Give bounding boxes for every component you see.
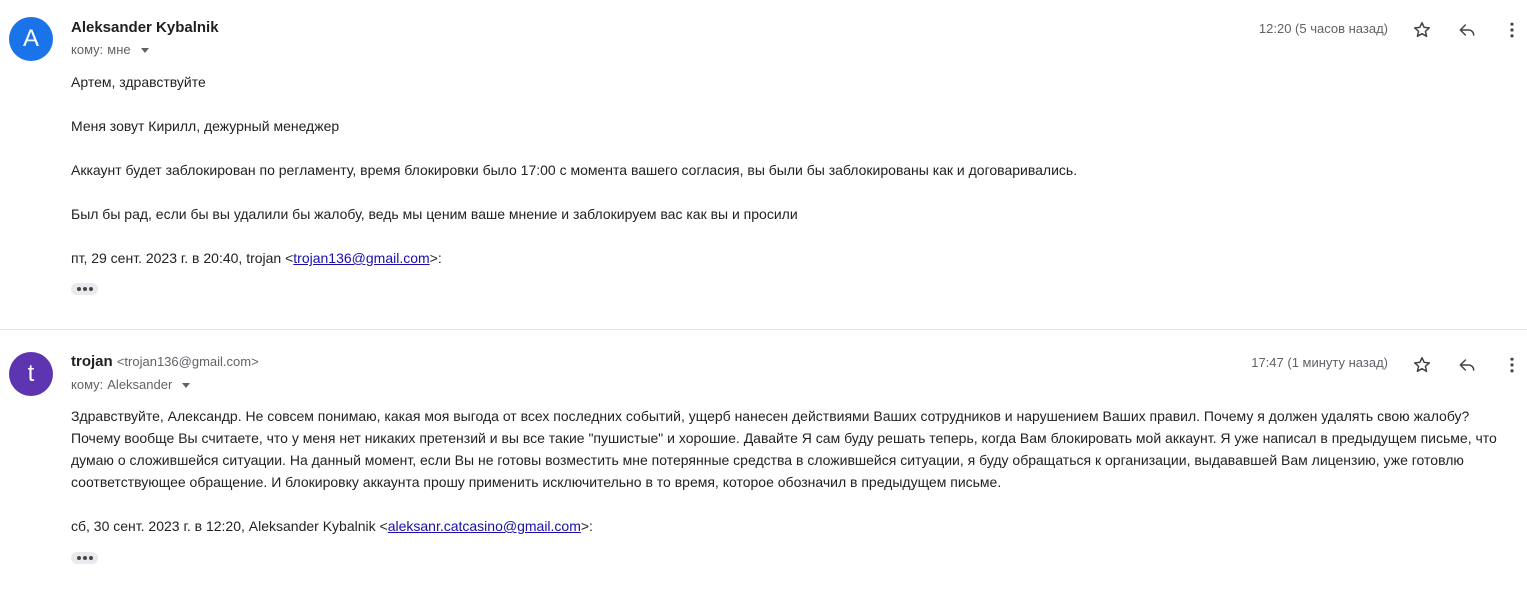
quote-intro: пт, 29 сент. 2023 г. в 20:40, trojan < — [71, 250, 294, 266]
message-body — [71, 71, 1511, 269]
star-button[interactable] — [1410, 353, 1434, 377]
sender-avatar[interactable]: A — [9, 17, 53, 61]
show-trimmed-content-button[interactable] — [71, 552, 98, 564]
star-icon — [1412, 355, 1432, 375]
quote-outro: >: — [429, 250, 442, 266]
quote-intro: сб, 30 сент. 2023 г. в 12:20, Aleksander Kybalnik < — [71, 518, 388, 534]
sender-avatar[interactable]: t — [9, 352, 53, 396]
more-vert-icon — [1502, 20, 1522, 40]
message-time: 17:47 (1 минуту назад) — [1251, 355, 1388, 370]
recipient-line[interactable] — [71, 377, 190, 392]
more-options-button[interactable] — [1500, 18, 1524, 42]
sender-line — [71, 353, 259, 370]
message-body — [71, 405, 1511, 537]
sender-email: <trojan136@gmail.com> — [116, 354, 259, 369]
reply-icon — [1457, 355, 1477, 375]
sender-name[interactable]: Aleksander Kybalnik — [71, 19, 219, 36]
sender-name[interactable]: trojan — [71, 353, 113, 370]
body-paragraph: Был бы рад, если бы вы удалили бы жалобу, ведь мы ценим ваше мнение и заблокируем вас как вы и просили — [71, 206, 798, 222]
star-icon — [1412, 20, 1432, 40]
message-divider — [0, 329, 1527, 330]
star-button[interactable] — [1410, 18, 1434, 42]
body-paragraph: Меня зовут Кирилл, дежурный менеджер — [71, 118, 340, 134]
body-paragraph: Артем, здравствуйте — [71, 74, 206, 90]
body-paragraph: Аккаунт будет заблокирован по регламенту, время блокировки было 17:00 с момента вашего согласия, вы были бы заблокированы как и договаривались. — [71, 162, 1078, 178]
reply-button[interactable] — [1455, 18, 1479, 42]
quote-header — [71, 515, 1511, 537]
quote-header — [71, 247, 1511, 269]
more-vert-icon — [1502, 355, 1522, 375]
body-paragraph: Здравствуйте, Александр. Не совсем понимаю, какая моя выгода от всех последних событий, ущерб нанесен действиями Ваших сотрудников и нарушением Ваших правил. Почему я должен удалять свою жалобу? Почему вообще Вы считаете, что у меня нет никаких претензий и вы все такие "пушистые" и хорошие. Давайте Я сам буду решать теперь, когда Вам блокировать мой аккаунт. Я уже написал в предыдущем письме, что думаю о сложившейся ситуации. На данный момент, если Вы не готовы возместить мне потерянные средства в сложившейся ситуации, я буду обращаться к организации, выдававшей Вам лицензию, уже готовлю соответствующее обращение. И блокировку аккаунта прошу применить исключительно в то время, которое обозначил в предыдущем письме. — [71, 408, 1497, 490]
email-link[interactable]: aleksanr.catcasino@gmail.com — [387, 518, 581, 534]
to-label: кому: — [71, 42, 104, 57]
email-link[interactable]: trojan136@gmail.com — [293, 250, 430, 266]
show-trimmed-content-button[interactable] — [71, 283, 98, 295]
more-options-button[interactable] — [1500, 353, 1524, 377]
sender-line — [71, 19, 219, 36]
message-time: 12:20 (5 часов назад) — [1258, 21, 1388, 36]
reply-icon — [1457, 20, 1477, 40]
to-label: кому: — [71, 377, 104, 392]
quote-outro: >: — [580, 518, 593, 534]
to-value: мне — [107, 42, 131, 57]
chevron-down-icon[interactable] — [141, 48, 149, 53]
chevron-down-icon[interactable] — [182, 383, 190, 388]
recipient-line[interactable] — [71, 42, 149, 57]
reply-button[interactable] — [1455, 353, 1479, 377]
to-value: Aleksander — [107, 377, 173, 392]
